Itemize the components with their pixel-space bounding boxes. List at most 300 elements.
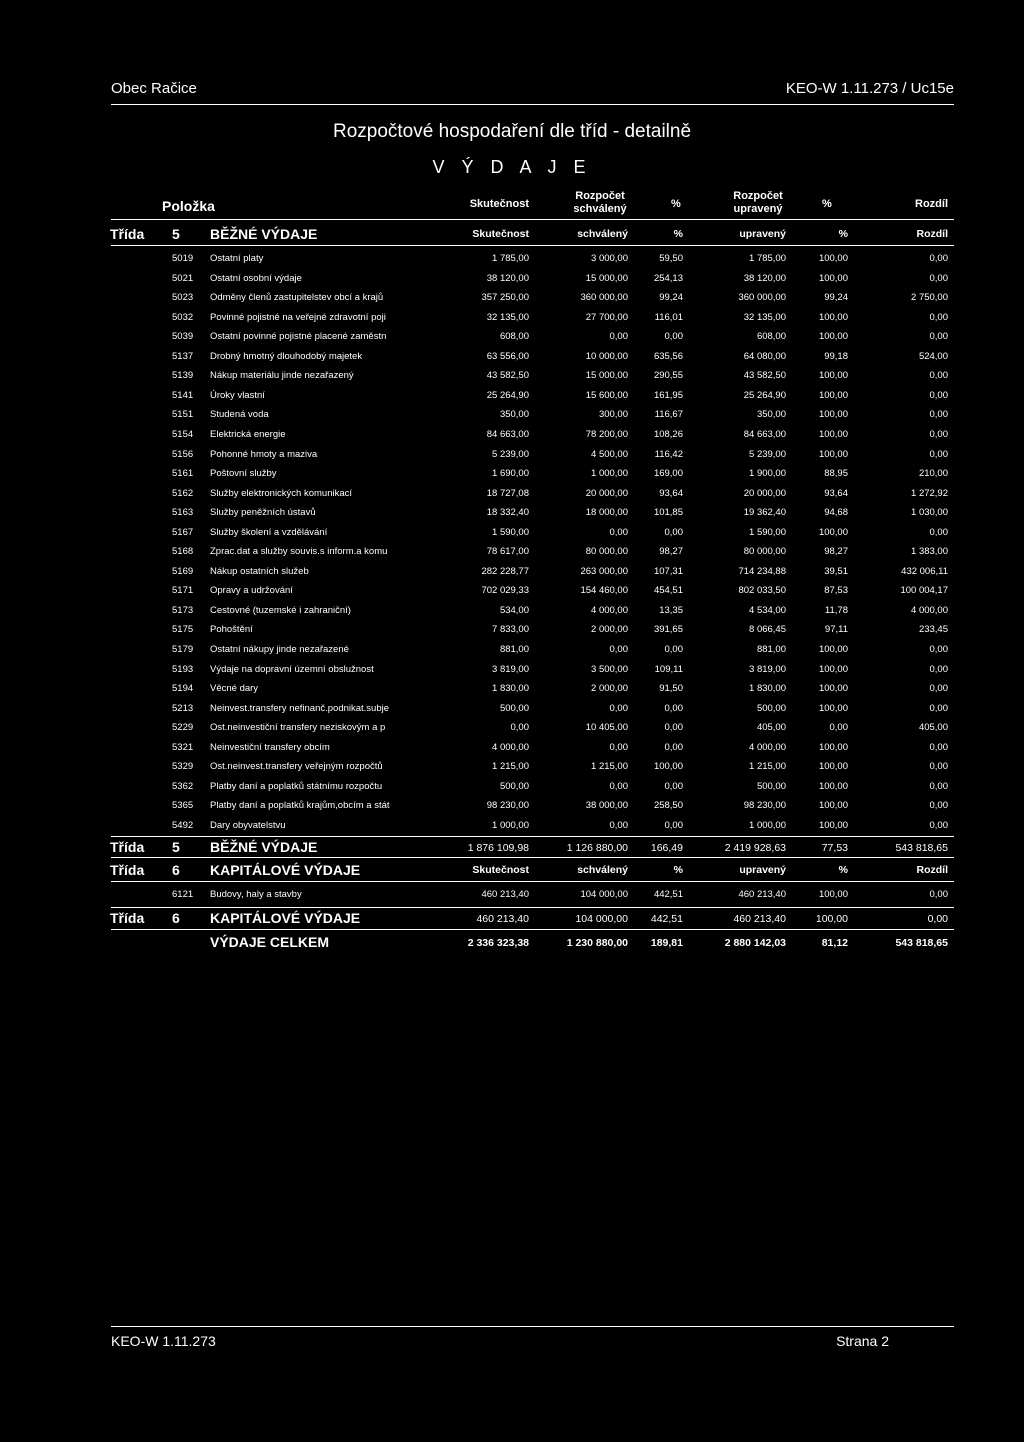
cell-v1: 500,00 (499, 702, 529, 714)
cell-v6: 1 030,00 (911, 507, 948, 519)
cell-code: 5019 (172, 253, 194, 264)
cell-name: Platby daní a poplatků státnímu rozpočtu (210, 780, 383, 792)
cell-code: 5329 (172, 761, 194, 773)
cell-code: 5194 (172, 683, 194, 695)
table-row (0, 390, 1024, 410)
cell-v2: 104 000,00 (580, 889, 628, 900)
cell-name: Poštovní služby (210, 468, 277, 480)
cell-name: Ostatní povinné pojistné placené zaměstn (210, 331, 387, 343)
cell-v2: 38 000,00 (585, 800, 628, 812)
cell-v2: 2 000,00 (591, 683, 628, 695)
cell-name: Cestovné (tuzemské i zahraniční) (210, 604, 351, 616)
cell-v3: 442,51 (653, 889, 683, 900)
cell-v1: 702 029,33 (481, 585, 529, 597)
cell-v2: 0,00 (609, 644, 628, 655)
class6-header-divider (111, 881, 954, 882)
cell-v2: 15 000,00 (585, 272, 628, 284)
cell-v1: 43 582,50 (486, 370, 529, 382)
cell-v4: 460 213,40 (738, 889, 786, 900)
col-header-rozpocet-upraveny-line2: upravený (733, 203, 783, 215)
cell-v5: 100,00 (818, 253, 848, 264)
table-row (0, 644, 1024, 664)
cell-v1: 1 785,00 (492, 253, 529, 264)
cell-v5: 100,00 (818, 663, 848, 675)
cell-v6: 0,00 (929, 702, 948, 714)
cell-name: Služby školení a vzdělávání (210, 526, 328, 538)
table-row (0, 409, 1024, 429)
cell-v3: 91,50 (659, 683, 683, 695)
cell-v4: 714 234,88 (738, 565, 786, 577)
total-rozdil: 0,00 (927, 913, 948, 925)
table-row (0, 351, 1024, 371)
col-header-rozpocet-upraveny-line1: Rozpočet (733, 190, 783, 202)
class5-total (0, 839, 1024, 859)
col-header-polozka: Položka (162, 198, 215, 214)
cell-v3: 98,27 (659, 546, 683, 558)
cell-v2: 2 000,00 (591, 624, 628, 636)
cell-v1: 7 833,00 (492, 624, 529, 636)
grand-total-rozdil: 543 818,65 (895, 937, 948, 949)
cell-v2: 0,00 (609, 741, 628, 753)
class-label: Třída (110, 226, 145, 242)
class6-header (0, 862, 1024, 882)
cell-v2: 4 000,00 (591, 604, 628, 616)
cell-v3: 101,85 (653, 507, 683, 519)
cell-name: Ost.neinvest.transfery veřejným rozpočtů (210, 761, 383, 773)
class-col-rozdil: Rozdíl (916, 864, 948, 876)
cell-v4: 5 239,00 (749, 448, 786, 460)
cell-v2: 1 215,00 (591, 761, 628, 773)
cell-name: Studená voda (210, 409, 269, 421)
class-number: 6 (172, 862, 180, 878)
cell-v6: 0,00 (929, 683, 948, 695)
class-number: 5 (172, 839, 180, 855)
cell-code: 5229 (172, 722, 194, 734)
cell-v3: 258,50 (653, 800, 683, 812)
class-label: Třída (110, 862, 145, 878)
class-number: 6 (172, 910, 180, 926)
cell-code: 5167 (172, 526, 194, 538)
cell-code: 5168 (172, 546, 194, 558)
cell-code: 5154 (172, 428, 194, 440)
cell-v4: 1 785,00 (749, 253, 786, 264)
class5-header-divider (111, 245, 954, 246)
col-header-rozpocet-schvaleny (560, 190, 640, 216)
cell-v6: 100 004,17 (900, 585, 948, 597)
class-label: Třída (110, 839, 145, 855)
class-col-pct2: % (838, 864, 848, 876)
cell-name: Opravy a udržování (210, 585, 293, 597)
cell-v2: 0,00 (609, 780, 628, 792)
cell-v2: 0,00 (609, 526, 628, 538)
cell-v6: 0,00 (929, 889, 948, 900)
cell-v3: 0,00 (664, 722, 683, 734)
cell-v1: 3 819,00 (492, 663, 529, 675)
grand-total-schvaleny: 1 230 880,00 (566, 937, 628, 949)
grand-total-pct2: 81,12 (821, 937, 848, 949)
cell-v4: 802 033,50 (738, 585, 786, 597)
table-row (0, 312, 1024, 332)
table-row (0, 273, 1024, 293)
table-row (0, 800, 1024, 820)
class-name: KAPITÁLOVÉ VÝDAJE (210, 862, 361, 878)
col-header-pct1: % (671, 198, 681, 210)
cell-v6: 0,00 (929, 370, 948, 382)
table-row (0, 761, 1024, 781)
table-row (0, 527, 1024, 547)
table-row (0, 664, 1024, 684)
cell-code: 5156 (172, 448, 194, 460)
cell-v2: 27 700,00 (585, 311, 628, 323)
header-divider (111, 104, 954, 105)
col-header-pct2: % (822, 198, 832, 210)
cell-v5: 100,00 (818, 819, 848, 831)
cell-v4: 1 590,00 (749, 526, 786, 538)
cell-v4: 608,00 (756, 331, 786, 343)
cell-v1: 608,00 (499, 331, 529, 343)
cell-v6: 0,00 (929, 311, 948, 323)
cell-v5: 0,00 (829, 722, 848, 734)
cell-v6: 210,00 (918, 468, 948, 480)
cell-code: 5032 (172, 311, 194, 323)
cell-v6: 0,00 (929, 780, 948, 792)
cell-v2: 18 000,00 (585, 507, 628, 519)
cell-name: Povinné pojistné na veřejné zdravotní poji (210, 311, 386, 323)
cell-code: 5162 (172, 487, 194, 499)
cell-v5: 100,00 (818, 889, 848, 900)
cell-v3: 169,00 (653, 468, 683, 480)
cell-code: 5173 (172, 604, 194, 616)
cell-name: Budovy, haly a stavby (210, 889, 302, 900)
cell-v2: 0,00 (609, 702, 628, 714)
cell-v6: 0,00 (929, 741, 948, 753)
cell-code: 5321 (172, 741, 194, 753)
cell-v5: 100,00 (818, 526, 848, 538)
cell-v2: 10 405,00 (585, 722, 628, 734)
cell-v1: 25 264,90 (486, 389, 529, 401)
cell-v2: 20 000,00 (585, 487, 628, 499)
cell-v6: 0,00 (929, 663, 948, 675)
cell-name: Služby elektronických komunikací (210, 487, 353, 499)
total-skutecnost: 1 876 109,98 (467, 842, 529, 854)
cell-code: 5169 (172, 565, 194, 577)
total-rozdil: 543 818,65 (895, 842, 948, 854)
cell-code: 5139 (172, 370, 194, 382)
cell-v6: 0,00 (929, 253, 948, 264)
cell-name: Platby daní a poplatků krajům,obcím a stát (210, 800, 390, 812)
cell-v4: 98 230,00 (743, 800, 786, 812)
cell-code: 5023 (172, 292, 194, 304)
cell-v5: 39,51 (824, 565, 848, 577)
col-header-rozpocet-schvaleny-line1: Rozpočet (575, 190, 625, 202)
class5-total-divider (111, 836, 954, 837)
cell-v2: 4 500,00 (591, 448, 628, 460)
cell-v3: 108,26 (653, 428, 683, 440)
cell-v5: 100,00 (818, 272, 848, 284)
cell-name: Pohonné hmoty a maziva (210, 448, 318, 460)
table-row (0, 331, 1024, 351)
cell-v1: 881,00 (499, 644, 529, 655)
class-col-rozdil: Rozdíl (916, 228, 948, 240)
class-col-upraveny: upravený (739, 864, 786, 876)
cell-v3: 116,67 (654, 409, 683, 421)
table-row (0, 468, 1024, 488)
cell-v3: 0,00 (664, 741, 683, 753)
cell-v6: 0,00 (929, 448, 948, 460)
cell-v1: 84 663,00 (486, 428, 529, 440)
cell-v5: 93,64 (824, 487, 848, 499)
cell-v4: 8 066,45 (749, 624, 786, 636)
cell-v4: 500,00 (756, 702, 786, 714)
cell-v1: 38 120,00 (486, 272, 529, 284)
class6-total-divider (111, 907, 954, 908)
cell-v4: 20 000,00 (743, 487, 786, 499)
table-row (0, 507, 1024, 527)
cell-v5: 100,00 (818, 780, 848, 792)
cell-v3: 100,00 (653, 761, 683, 773)
cell-v4: 1 215,00 (749, 761, 786, 773)
cell-v5: 100,00 (818, 370, 848, 382)
col-header-rozpocet-schvaleny-line2: schválený (573, 203, 627, 215)
table-row (0, 703, 1024, 723)
cell-name: Elektrická energie (210, 428, 286, 440)
cell-name: Nákup ostatních služeb (210, 565, 309, 577)
cell-v4: 80 000,00 (743, 546, 786, 558)
table-row (0, 449, 1024, 469)
table-row (0, 605, 1024, 625)
total-upraveny: 2 419 928,63 (724, 842, 786, 854)
cell-v5: 100,00 (818, 683, 848, 695)
cell-v5: 100,00 (818, 702, 848, 714)
class-name: KAPITÁLOVÉ VÝDAJE (210, 910, 361, 926)
cell-code: 5039 (172, 331, 194, 343)
cell-v1: 98 230,00 (486, 800, 529, 812)
cell-v5: 100,00 (818, 741, 848, 753)
cell-name: Neinvest.transfery nefinanč.podnikat.subje (210, 702, 390, 714)
cell-v4: 43 582,50 (743, 370, 786, 382)
class-name: BĚŽNÉ VÝDAJE (210, 839, 318, 855)
cell-v2: 80 000,00 (585, 546, 628, 558)
cell-v3: 635,56 (653, 350, 683, 362)
cell-v5: 100,00 (818, 644, 848, 655)
table-row (0, 889, 1024, 909)
cell-v1: 18 332,40 (486, 507, 529, 519)
cell-v5: 100,00 (818, 409, 848, 421)
cell-v2: 360 000,00 (580, 292, 628, 304)
cell-code: 5171 (172, 585, 194, 597)
cell-v1: 1 215,00 (492, 761, 529, 773)
cell-v3: 0,00 (664, 331, 683, 343)
cell-name: Neinvestiční transfery obcím (210, 741, 330, 753)
table-row (0, 566, 1024, 586)
cell-v4: 1 900,00 (749, 468, 786, 480)
total-pct2: 77,53 (821, 842, 848, 854)
cell-name: Odměny členů zastupitelstev obcí a krajů (210, 292, 384, 304)
col-header-rozpocet-upraveny (718, 190, 798, 216)
cell-v5: 100,00 (818, 311, 848, 323)
grand-total-upraveny: 2 880 142,03 (724, 937, 786, 949)
cell-v1: 32 135,00 (486, 311, 529, 323)
table-row (0, 722, 1024, 742)
cell-v5: 97,11 (824, 624, 848, 636)
cell-v6: 0,00 (929, 526, 948, 538)
cell-v3: 454,51 (653, 585, 683, 597)
footer-report-code: KEO-W 1.11.273 (111, 1333, 216, 1349)
cell-v5: 100,00 (818, 448, 848, 460)
cell-name: Ost.neinvestiční transfery neziskovým a p (210, 722, 386, 734)
table-row (0, 683, 1024, 703)
cell-code: 5021 (172, 272, 194, 284)
cell-v3: 109,11 (654, 663, 683, 675)
cell-v2: 15 600,00 (585, 389, 628, 401)
cell-v1: 78 617,00 (486, 546, 529, 558)
cell-v3: 99,24 (659, 292, 683, 304)
cell-v2: 10 000,00 (585, 350, 628, 362)
cell-v3: 0,00 (664, 780, 683, 792)
cell-v6: 0,00 (929, 331, 948, 343)
cell-v4: 881,00 (756, 644, 786, 655)
cell-v5: 100,00 (818, 761, 848, 773)
cell-v1: 18 727,08 (486, 487, 529, 499)
cell-name: Zprac.dat a služby souvis.s inform.a komu (210, 546, 388, 558)
table-row (0, 781, 1024, 801)
cell-name: Služby peněžních ústavů (210, 507, 316, 519)
cell-v4: 32 135,00 (743, 311, 786, 323)
cell-v5: 100,00 (818, 389, 848, 401)
class-label: Třída (110, 910, 145, 926)
grand-total-pct1: 189,81 (650, 937, 683, 949)
table-row (0, 585, 1024, 605)
cell-v2: 263 000,00 (580, 565, 628, 577)
class-col-pct1: % (673, 228, 683, 240)
cell-v3: 59,50 (659, 253, 683, 264)
class-col-schvaleny: schválený (577, 228, 628, 240)
cell-v1: 1 830,00 (492, 683, 529, 695)
cell-v1: 357 250,00 (481, 292, 529, 304)
cell-code: 5193 (172, 663, 194, 675)
cell-v2: 0,00 (609, 331, 628, 343)
cell-v6: 0,00 (929, 389, 948, 401)
table-row (0, 253, 1024, 273)
cell-v4: 350,00 (756, 409, 786, 421)
column-header-divider (111, 219, 954, 220)
cell-v6: 0,00 (929, 761, 948, 773)
cell-name: Věcné dary (210, 683, 259, 695)
table-row (0, 742, 1024, 762)
cell-code: 5161 (172, 468, 194, 480)
cell-v2: 3 500,00 (591, 663, 628, 675)
cell-v6: 524,00 (918, 350, 948, 362)
cell-code: 5137 (172, 350, 194, 362)
cell-v2: 15 000,00 (585, 370, 628, 382)
cell-code: 5213 (172, 702, 194, 714)
total-skutecnost: 460 213,40 (476, 913, 529, 925)
cell-v5: 100,00 (818, 331, 848, 343)
cell-v1: 500,00 (499, 780, 529, 792)
grand-total-label: VÝDAJE CELKEM (210, 934, 330, 950)
cell-code: 5151 (172, 409, 194, 421)
cell-v6: 0,00 (929, 644, 948, 655)
cell-code: 5175 (172, 624, 194, 636)
page-title: Rozpočtové hospodaření dle tříd - detailně (332, 121, 692, 142)
col-header-skutecnost: Skutečnost (469, 198, 529, 210)
cell-v4: 84 663,00 (743, 428, 786, 440)
class5-header (0, 226, 1024, 246)
class6-total-bottom-divider (111, 929, 954, 930)
cell-code: 5163 (172, 507, 194, 519)
cell-v1: 0,00 (510, 722, 529, 734)
cell-v6: 0,00 (929, 409, 948, 421)
total-schvaleny: 104 000,00 (575, 913, 628, 925)
cell-v4: 4 000,00 (749, 741, 786, 753)
cell-code: 5141 (172, 389, 194, 401)
total-pct1: 166,49 (650, 842, 683, 854)
cell-v4: 1 830,00 (749, 683, 786, 695)
cell-v6: 2 750,00 (911, 292, 948, 304)
class-number: 5 (172, 226, 180, 242)
table-row (0, 488, 1024, 508)
cell-v4: 500,00 (756, 780, 786, 792)
cell-v4: 3 819,00 (749, 663, 786, 675)
cell-name: Drobný hmotný dlouhodobý majetek (210, 350, 363, 362)
cell-v3: 93,64 (659, 487, 683, 499)
class5-total-bottom-divider (111, 857, 954, 858)
cell-name: Ostatní osobní výdaje (210, 272, 302, 284)
cell-name: Ostatní platy (210, 253, 264, 264)
cell-name: Pohoštění (210, 624, 253, 636)
cell-v4: 19 362,40 (743, 507, 786, 519)
cell-v3: 391,65 (653, 624, 683, 636)
cell-v4: 360 000,00 (738, 292, 786, 304)
cell-v3: 0,00 (664, 702, 683, 714)
cell-v3: 116,01 (654, 311, 683, 323)
cell-v5: 11,78 (824, 604, 848, 616)
cell-v1: 63 556,00 (486, 350, 529, 362)
class-col-pct2: % (838, 228, 848, 240)
cell-v6: 1 383,00 (911, 546, 948, 558)
report-code: KEO-W 1.11.273 / Uc15e (785, 80, 954, 97)
cell-v3: 107,31 (653, 565, 683, 577)
municipality-name: Obec Račice (111, 80, 197, 97)
cell-v6: 0,00 (929, 428, 948, 440)
cell-v3: 254,13 (653, 272, 683, 284)
table-row (0, 624, 1024, 644)
cell-v4: 4 534,00 (749, 604, 786, 616)
grand-total-skutecnost: 2 336 323,38 (467, 937, 529, 949)
cell-v5: 94,68 (824, 507, 848, 519)
cell-v3: 13,35 (659, 604, 683, 616)
cell-v2: 3 000,00 (591, 253, 628, 264)
cell-v1: 5 239,00 (492, 448, 529, 460)
class-col-pct1: % (673, 864, 683, 876)
cell-code: 5179 (172, 644, 194, 655)
cell-v6: 405,00 (918, 722, 948, 734)
cell-v4: 25 264,90 (743, 389, 786, 401)
class6-total (0, 910, 1024, 930)
cell-v5: 100,00 (818, 428, 848, 440)
class-name: BĚŽNÉ VÝDAJE (210, 226, 318, 242)
cell-v6: 0,00 (929, 800, 948, 812)
cell-v5: 100,00 (818, 800, 848, 812)
cell-v2: 0,00 (609, 819, 628, 831)
class-col-skutecnost: Skutečnost (472, 228, 529, 240)
table-row (0, 292, 1024, 312)
cell-code: 5365 (172, 800, 194, 812)
total-pct1: 442,51 (650, 913, 683, 925)
cell-v3: 116,42 (654, 448, 683, 460)
cell-v4: 38 120,00 (743, 272, 786, 284)
cell-v2: 78 200,00 (585, 428, 628, 440)
